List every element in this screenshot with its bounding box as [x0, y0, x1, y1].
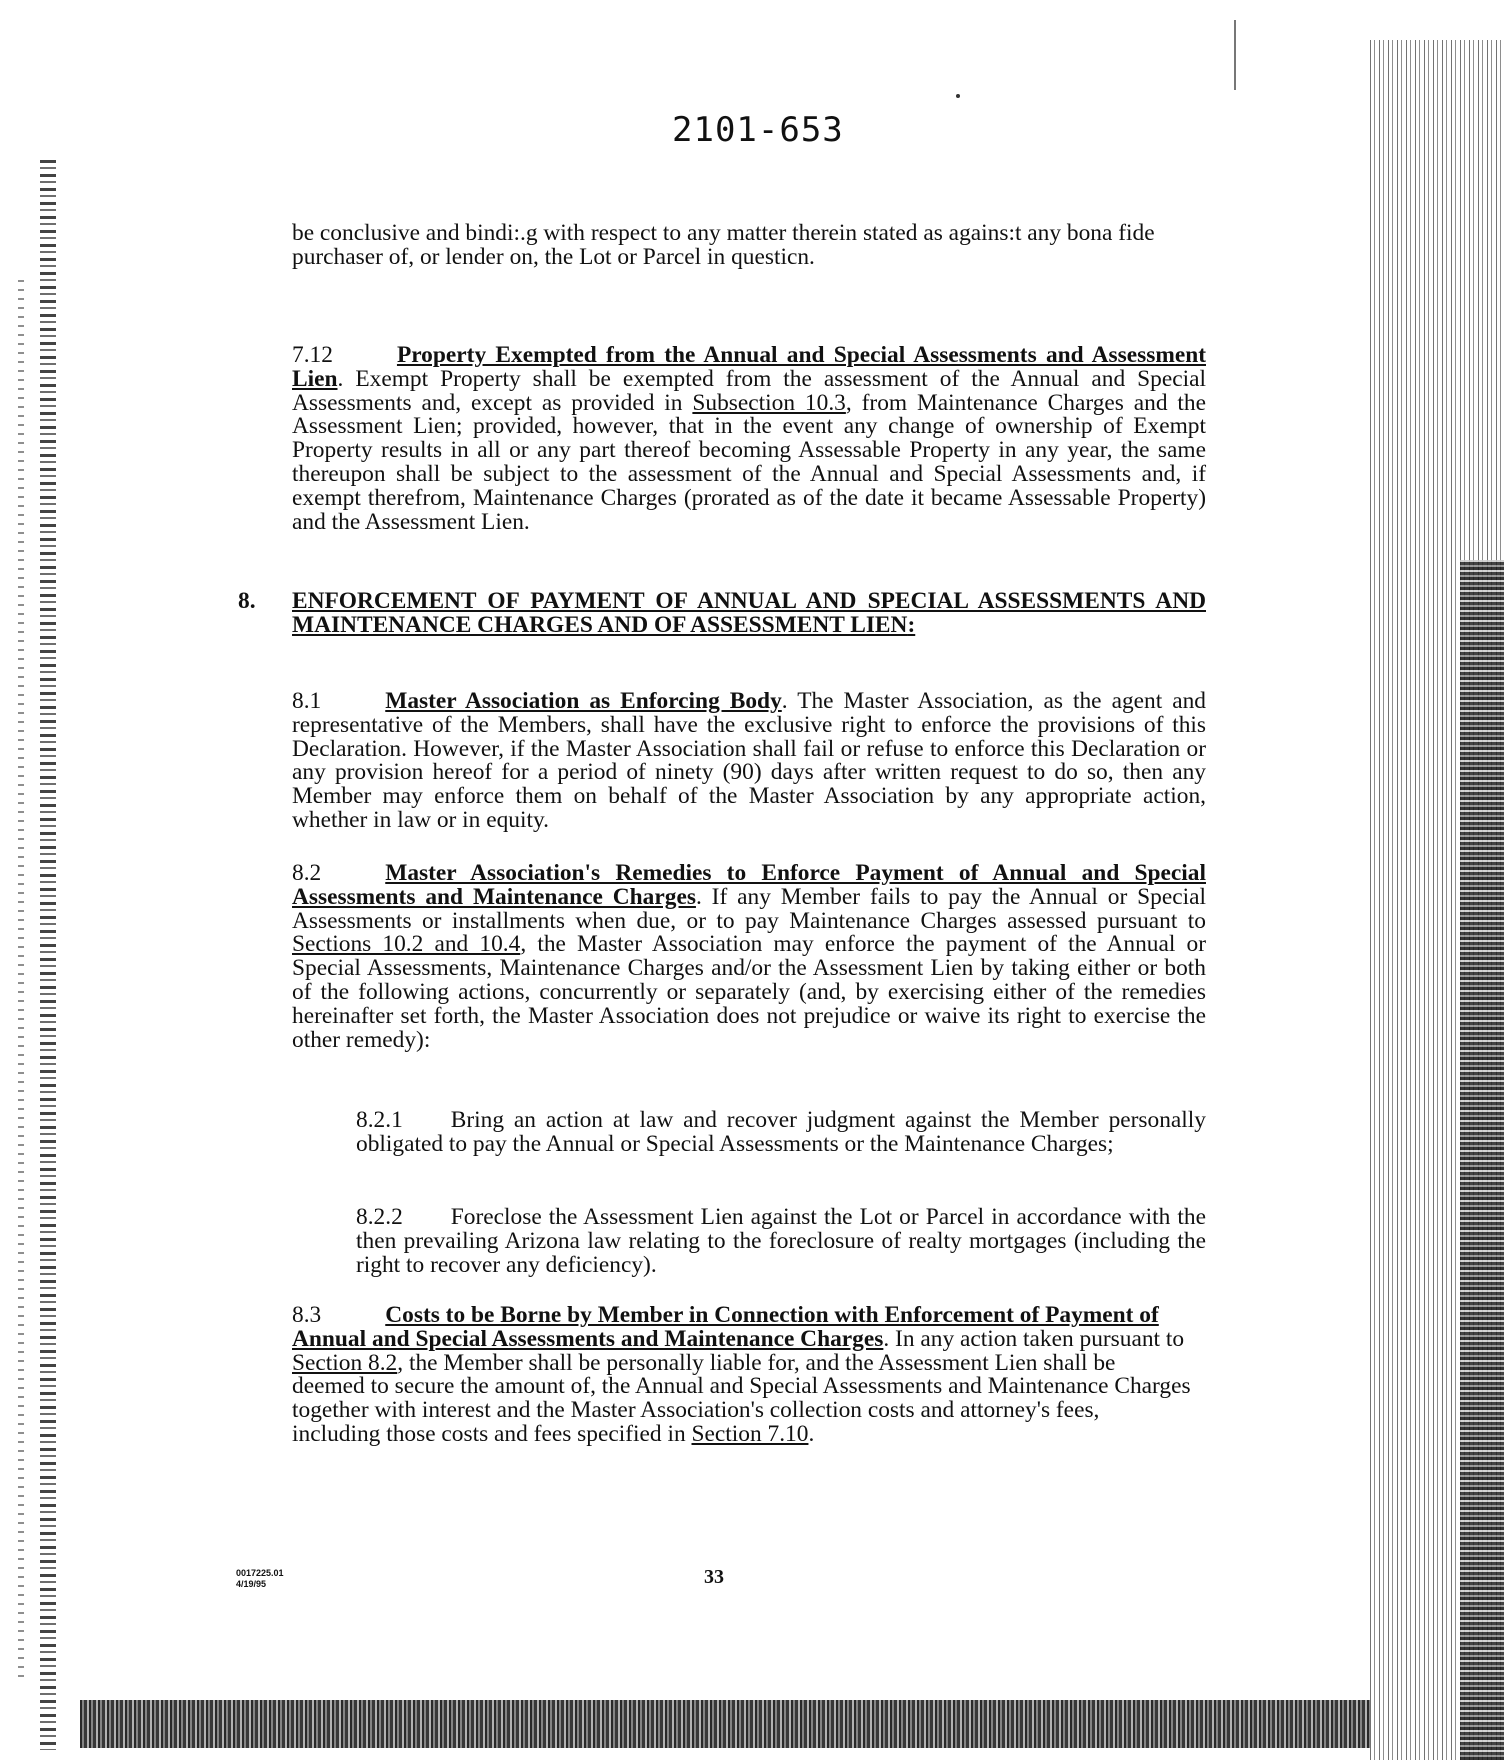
scan-artifact-top-line: [1234, 20, 1236, 90]
cross-reference: Section 7.10: [691, 1420, 809, 1447]
footer-code-line: 0017225.01: [236, 1568, 284, 1578]
cross-reference: Subsection 10.3: [692, 389, 846, 416]
scan-artifact-left: [40, 160, 56, 1750]
section-text: . If any Member fails to pay the Annual or Special Assessments or installments when due, or to pay Maintenance Charges assessed pursuant to: [292, 883, 1206, 934]
footer-document-code: [236, 1568, 284, 1590]
scan-artifact-right-dark: [1460, 560, 1504, 1760]
cross-reference: Sections 10.2 and 10.4: [292, 931, 521, 958]
section-number: 8.: [238, 588, 256, 614]
section-text: . Exempt Property shall be exempted from the assessment of the Annual and Special Assessments and, except as provided in: [292, 365, 1206, 416]
section-text: , from Maintenance Charges and the Assessment Lien; provided, however, that in the event any change of ownership of Exempt Property results in all or any part thereof becoming Assessable Property in any year, the same thereupon shall be subject to the assessment of the Annual and Special Assessments and, if exempt therefrom, Maintenance Charges (prorated as of the date it became Assessable Property) and the Assessment Lien.: [292, 389, 1207, 535]
continuation-paragraph: [292, 222, 1206, 270]
section-number: 8.3: [292, 1302, 322, 1328]
section-8-2: [292, 862, 1206, 1052]
section-8-heading: [238, 590, 1206, 638]
section-text: , the Member shall be personally liable for, and the Assessment Lien shall be deemed to secure the amount of, the Annual and Special Assessments and Maintenance Charges together with interest and the Master Association's collection costs and attorney's fees, including those costs and fees specified in: [292, 1349, 1191, 1447]
footer-date-line: 4/19/95: [236, 1579, 267, 1589]
section-heading: Property Exempted from the Annual and Special Assessments and Assessment Lien: [292, 342, 1206, 392]
section-text: . The Master Association, as the agent and representative of the Members, shall have the exclusive right to enforce the provisions of this Declaration. However, if the Master Association shall fail or refuse to enforce this Declaration or any provision hereof for a period of ninety (90) days after written request to do so, then any Member may enforce them on behalf of the Master Association by any appropriate action, whether in law or in equity.: [292, 688, 1206, 833]
section-8-1: [292, 690, 1206, 833]
section-text: . In any action taken pursuant to: [883, 1325, 1185, 1352]
section-8-2-1: [356, 1109, 1206, 1157]
scan-speck: [956, 94, 960, 98]
section-8-3: [292, 1304, 1192, 1447]
section-heading: Costs to be Borne by Member in Connection with Enforcement of Payment of Annual and Special Assessments and Maintenance Charges: [292, 1302, 1159, 1352]
scan-artifact-bottom: [80, 1700, 1370, 1748]
section-text: , the Master Association may enforce the payment of the Annual or Special Assessments, Maintenance Charges and/or the Assessment Lien by taking either or both of the following actions, concurrently or separately (and, by exercising either of the remedies hereinafter set forth, the Master Association does not prejudice or waive its right to exercise the other remedy):: [292, 931, 1207, 1053]
section-number: 7.12: [292, 342, 333, 368]
page-number: 33: [704, 1566, 724, 1588]
section-text: .: [808, 1420, 815, 1447]
subsection-text: Foreclose the Assessment Lien against the Lot or Parcel in accordance with the then prevailing Arizona law relating to the foreclosure of realty mortgages (including the right to recover any deficiency).: [356, 1204, 1206, 1278]
section-heading: Master Association as Enforcing Body: [385, 688, 782, 714]
section-heading: Master Association's Remedies to Enforce Payment of Annual and Special Assessments and Maintenance Charges: [292, 860, 1206, 910]
section-7-12: [292, 344, 1206, 534]
subsection-number: 8.2.2: [356, 1204, 403, 1230]
subsection-text: Bring an action at law and recover judgment against the Member personally obligated to pay the Annual or Special Assessments or the Maintenance Charges;: [356, 1107, 1206, 1157]
scan-artifact-left-faint: [18, 280, 24, 1680]
cross-reference: Section 8.2: [292, 1349, 398, 1376]
section-title: ENFORCEMENT OF PAYMENT OF ANNUAL AND SPECIAL ASSESSMENTS AND MAINTENANCE CHARGES AND OF ASSESSMENT LIEN: [292, 588, 1206, 638]
section-number: 8.1: [292, 688, 322, 714]
document-number: 2101-653: [672, 110, 844, 150]
continuation-text: be conclusive and bindi:.g with respect to any matter therein stated as agains:t any bona fide purchaser of, or lender on, the Lot or Parcel in questicn.: [292, 220, 1155, 270]
section-number: 8.2: [292, 860, 322, 886]
heading-colon: :: [907, 611, 916, 638]
subsection-number: 8.2.1: [356, 1107, 403, 1133]
section-8-2-2: [356, 1206, 1206, 1277]
